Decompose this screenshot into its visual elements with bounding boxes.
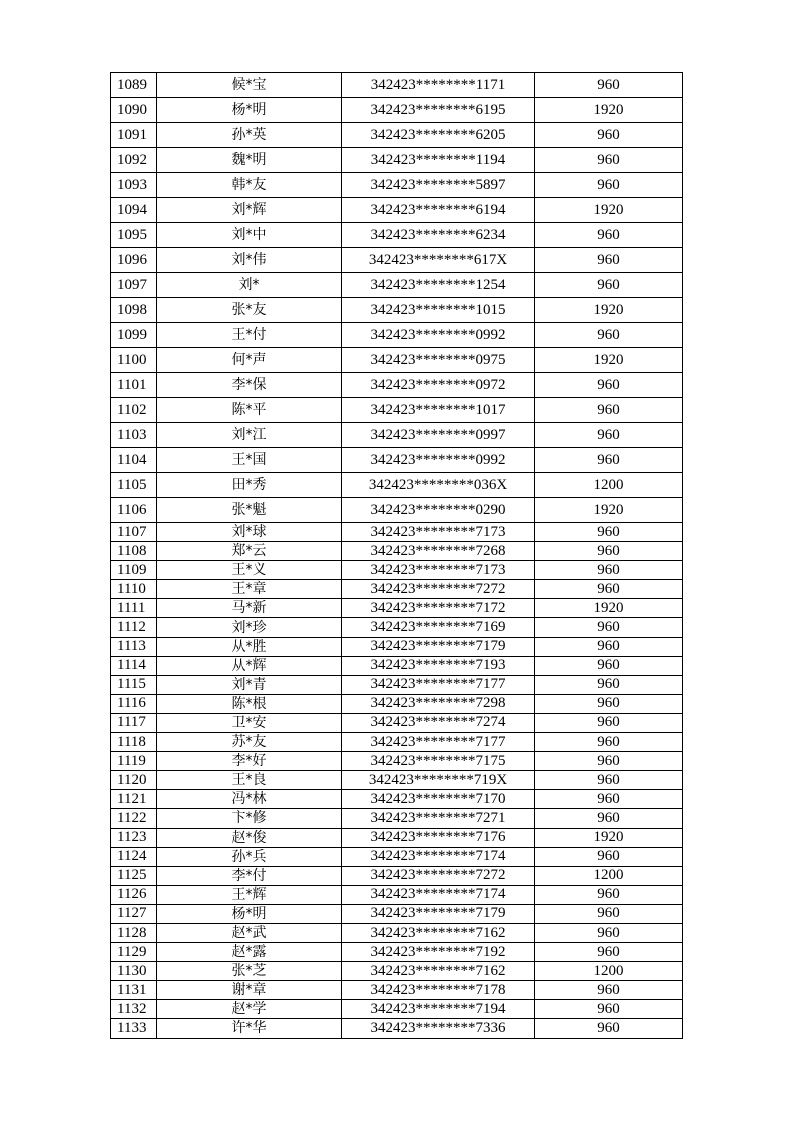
- person-name-cell: 刘*球: [157, 523, 342, 542]
- id-number-cell: 342423********036X: [342, 473, 535, 498]
- amount-cell: 960: [535, 713, 683, 732]
- person-name-cell: 李*好: [157, 752, 342, 771]
- id-number-cell: 342423********6234: [342, 223, 535, 248]
- table-row: [111, 828, 683, 847]
- id-number-cell: 342423********0290: [342, 498, 535, 523]
- id-number-cell: 342423********7298: [342, 694, 535, 713]
- amount-cell: 960: [535, 943, 683, 962]
- amount-cell: 960: [535, 656, 683, 675]
- person-name-cell: 王*章: [157, 580, 342, 599]
- id-number-cell: 342423********7162: [342, 923, 535, 942]
- id-number-cell: 342423********7336: [342, 1019, 535, 1038]
- id-number-cell: 342423********7172: [342, 599, 535, 618]
- row-number-cell: 1125: [111, 866, 157, 885]
- amount-cell: 960: [535, 752, 683, 771]
- id-number-cell: 342423********7272: [342, 866, 535, 885]
- amount-cell: 960: [535, 809, 683, 828]
- row-number-cell: 1106: [111, 498, 157, 523]
- amount-cell: 960: [535, 448, 683, 473]
- id-number-cell: 342423********1015: [342, 298, 535, 323]
- row-number-cell: 1104: [111, 448, 157, 473]
- id-number-cell: 342423********7194: [342, 1000, 535, 1019]
- person-name-cell: 孙*英: [157, 123, 342, 148]
- id-number-cell: 342423********1171: [342, 73, 535, 98]
- amount-cell: 960: [535, 248, 683, 273]
- roster-body: [111, 73, 683, 1039]
- row-number-cell: 1126: [111, 885, 157, 904]
- row-number-cell: 1120: [111, 771, 157, 790]
- id-number-cell: 342423********0992: [342, 448, 535, 473]
- row-number-cell: 1121: [111, 790, 157, 809]
- row-number-cell: 1133: [111, 1019, 157, 1038]
- amount-cell: 960: [535, 675, 683, 694]
- row-number-cell: 1131: [111, 981, 157, 1000]
- table-row: [111, 923, 683, 942]
- id-number-cell: 342423********7268: [342, 542, 535, 561]
- table-row: [111, 981, 683, 1000]
- amount-cell: 1200: [535, 962, 683, 981]
- table-row: [111, 173, 683, 198]
- table-row: [111, 1019, 683, 1038]
- row-number-cell: 1118: [111, 733, 157, 752]
- amount-cell: 960: [535, 423, 683, 448]
- person-name-cell: 王*辉: [157, 885, 342, 904]
- person-name-cell: 苏*友: [157, 733, 342, 752]
- amount-cell: 960: [535, 1000, 683, 1019]
- person-name-cell: 王*付: [157, 323, 342, 348]
- amount-cell: 1920: [535, 599, 683, 618]
- table-row: [111, 962, 683, 981]
- table-row: [111, 148, 683, 173]
- table-row: [111, 348, 683, 373]
- id-number-cell: 342423********7193: [342, 656, 535, 675]
- row-number-cell: 1101: [111, 373, 157, 398]
- person-name-cell: 赵*学: [157, 1000, 342, 1019]
- table-row: [111, 580, 683, 599]
- row-number-cell: 1112: [111, 618, 157, 637]
- id-number-cell: 342423********7176: [342, 828, 535, 847]
- person-name-cell: 魏*明: [157, 148, 342, 173]
- row-number-cell: 1115: [111, 675, 157, 694]
- person-name-cell: 卞*修: [157, 809, 342, 828]
- row-number-cell: 1124: [111, 847, 157, 866]
- person-name-cell: 张*魁: [157, 498, 342, 523]
- amount-cell: 1920: [535, 498, 683, 523]
- amount-cell: 960: [535, 523, 683, 542]
- amount-cell: 960: [535, 580, 683, 599]
- table-row: [111, 847, 683, 866]
- row-number-cell: 1119: [111, 752, 157, 771]
- person-name-cell: 陈*根: [157, 694, 342, 713]
- amount-cell: 960: [535, 373, 683, 398]
- table-row: [111, 733, 683, 752]
- table-row: [111, 599, 683, 618]
- amount-cell: 1200: [535, 866, 683, 885]
- id-number-cell: 342423********7271: [342, 809, 535, 828]
- amount-cell: 960: [535, 323, 683, 348]
- person-name-cell: 候*宝: [157, 73, 342, 98]
- person-name-cell: 王*义: [157, 561, 342, 580]
- amount-cell: 960: [535, 273, 683, 298]
- table-row: [111, 713, 683, 732]
- row-number-cell: 1092: [111, 148, 157, 173]
- person-name-cell: 陈*平: [157, 398, 342, 423]
- row-number-cell: 1097: [111, 273, 157, 298]
- amount-cell: 1920: [535, 828, 683, 847]
- amount-cell: 960: [535, 123, 683, 148]
- id-number-cell: 342423********7177: [342, 733, 535, 752]
- row-number-cell: 1102: [111, 398, 157, 423]
- table-row: [111, 248, 683, 273]
- amount-cell: 960: [535, 1019, 683, 1038]
- amount-cell: 960: [535, 771, 683, 790]
- amount-cell: 960: [535, 542, 683, 561]
- table-row: [111, 73, 683, 98]
- amount-cell: 960: [535, 790, 683, 809]
- amount-cell: 960: [535, 847, 683, 866]
- amount-cell: 960: [535, 398, 683, 423]
- row-number-cell: 1095: [111, 223, 157, 248]
- id-number-cell: 342423********7174: [342, 847, 535, 866]
- table-row: [111, 675, 683, 694]
- amount-cell: 1200: [535, 473, 683, 498]
- row-number-cell: 1090: [111, 98, 157, 123]
- id-number-cell: 342423********7162: [342, 962, 535, 981]
- id-number-cell: 342423********7179: [342, 904, 535, 923]
- person-name-cell: 刘*江: [157, 423, 342, 448]
- table-row: [111, 885, 683, 904]
- table-row: [111, 637, 683, 656]
- table-row: [111, 752, 683, 771]
- table-row: [111, 771, 683, 790]
- row-number-cell: 1089: [111, 73, 157, 98]
- table-row: [111, 373, 683, 398]
- person-name-cell: 韩*友: [157, 173, 342, 198]
- row-number-cell: 1110: [111, 580, 157, 599]
- amount-cell: 1920: [535, 348, 683, 373]
- table-row: [111, 98, 683, 123]
- id-number-cell: 342423********7274: [342, 713, 535, 732]
- person-name-cell: 马*新: [157, 599, 342, 618]
- id-number-cell: 342423********1017: [342, 398, 535, 423]
- table-row: [111, 694, 683, 713]
- table-row: [111, 398, 683, 423]
- person-name-cell: 王*国: [157, 448, 342, 473]
- id-number-cell: 342423********7178: [342, 981, 535, 1000]
- row-number-cell: 1109: [111, 561, 157, 580]
- person-name-cell: 张*友: [157, 298, 342, 323]
- amount-cell: 960: [535, 173, 683, 198]
- amount-cell: 960: [535, 148, 683, 173]
- table-row: [111, 473, 683, 498]
- amount-cell: 1920: [535, 298, 683, 323]
- person-name-cell: 孙*兵: [157, 847, 342, 866]
- table-row: [111, 656, 683, 675]
- id-number-cell: 342423********7272: [342, 580, 535, 599]
- row-number-cell: 1099: [111, 323, 157, 348]
- person-name-cell: 张*芝: [157, 962, 342, 981]
- row-number-cell: 1094: [111, 198, 157, 223]
- person-name-cell: 刘*中: [157, 223, 342, 248]
- amount-cell: 960: [535, 981, 683, 1000]
- amount-cell: 960: [535, 885, 683, 904]
- amount-cell: 960: [535, 618, 683, 637]
- row-number-cell: 1100: [111, 348, 157, 373]
- row-number-cell: 1105: [111, 473, 157, 498]
- amount-cell: 960: [535, 73, 683, 98]
- row-number-cell: 1116: [111, 694, 157, 713]
- id-number-cell: 342423********7177: [342, 675, 535, 694]
- row-number-cell: 1123: [111, 828, 157, 847]
- amount-cell: 960: [535, 694, 683, 713]
- row-number-cell: 1117: [111, 713, 157, 732]
- row-number-cell: 1096: [111, 248, 157, 273]
- amount-cell: 1920: [535, 198, 683, 223]
- person-name-cell: 刘*辉: [157, 198, 342, 223]
- amount-cell: 960: [535, 904, 683, 923]
- table-row: [111, 561, 683, 580]
- person-name-cell: 许*华: [157, 1019, 342, 1038]
- row-number-cell: 1130: [111, 962, 157, 981]
- table-row: [111, 498, 683, 523]
- table-row: [111, 198, 683, 223]
- table-row: [111, 223, 683, 248]
- person-name-cell: 郑*云: [157, 542, 342, 561]
- row-number-cell: 1093: [111, 173, 157, 198]
- id-number-cell: 342423********1194: [342, 148, 535, 173]
- table-row: [111, 1000, 683, 1019]
- id-number-cell: 342423********7169: [342, 618, 535, 637]
- id-number-cell: 342423********6205: [342, 123, 535, 148]
- table-row: [111, 790, 683, 809]
- id-number-cell: 342423********7175: [342, 752, 535, 771]
- row-number-cell: 1127: [111, 904, 157, 923]
- row-number-cell: 1122: [111, 809, 157, 828]
- person-name-cell: 刘*伟: [157, 248, 342, 273]
- id-number-cell: 342423********0992: [342, 323, 535, 348]
- row-number-cell: 1114: [111, 656, 157, 675]
- id-number-cell: 342423********7173: [342, 523, 535, 542]
- id-number-cell: 342423********0975: [342, 348, 535, 373]
- person-name-cell: 王*良: [157, 771, 342, 790]
- table-row: [111, 618, 683, 637]
- table-row: [111, 298, 683, 323]
- id-number-cell: 342423********5897: [342, 173, 535, 198]
- id-number-cell: 342423********0997: [342, 423, 535, 448]
- row-number-cell: 1132: [111, 1000, 157, 1019]
- row-number-cell: 1107: [111, 523, 157, 542]
- amount-cell: 960: [535, 733, 683, 752]
- row-number-cell: 1113: [111, 637, 157, 656]
- table-row: [111, 943, 683, 962]
- person-name-cell: 杨*明: [157, 98, 342, 123]
- id-number-cell: 342423********0972: [342, 373, 535, 398]
- row-number-cell: 1098: [111, 298, 157, 323]
- row-number-cell: 1103: [111, 423, 157, 448]
- row-number-cell: 1111: [111, 599, 157, 618]
- table-row: [111, 123, 683, 148]
- amount-cell: 960: [535, 223, 683, 248]
- person-name-cell: 杨*明: [157, 904, 342, 923]
- table-row: [111, 448, 683, 473]
- id-number-cell: 342423********617X: [342, 248, 535, 273]
- table-row: [111, 423, 683, 448]
- id-number-cell: 342423********719X: [342, 771, 535, 790]
- person-name-cell: 赵*露: [157, 943, 342, 962]
- amount-cell: 1920: [535, 98, 683, 123]
- amount-cell: 960: [535, 923, 683, 942]
- person-name-cell: 刘*青: [157, 675, 342, 694]
- person-name-cell: 刘*: [157, 273, 342, 298]
- table-row: [111, 542, 683, 561]
- id-number-cell: 342423********6194: [342, 198, 535, 223]
- person-name-cell: 赵*武: [157, 923, 342, 942]
- row-number-cell: 1108: [111, 542, 157, 561]
- table-row: [111, 323, 683, 348]
- id-number-cell: 342423********7173: [342, 561, 535, 580]
- table-row: [111, 523, 683, 542]
- table-row: [111, 273, 683, 298]
- amount-cell: 960: [535, 561, 683, 580]
- id-number-cell: 342423********7192: [342, 943, 535, 962]
- person-name-cell: 从*胜: [157, 637, 342, 656]
- person-name-cell: 田*秀: [157, 473, 342, 498]
- person-name-cell: 刘*珍: [157, 618, 342, 637]
- person-name-cell: 李*付: [157, 866, 342, 885]
- person-name-cell: 卫*安: [157, 713, 342, 732]
- person-name-cell: 赵*俊: [157, 828, 342, 847]
- id-number-cell: 342423********7170: [342, 790, 535, 809]
- row-number-cell: 1129: [111, 943, 157, 962]
- table-row: [111, 866, 683, 885]
- person-name-cell: 从*辉: [157, 656, 342, 675]
- table-row: [111, 904, 683, 923]
- id-number-cell: 342423********7174: [342, 885, 535, 904]
- amount-cell: 960: [535, 637, 683, 656]
- roster-table: [110, 72, 683, 1039]
- row-number-cell: 1091: [111, 123, 157, 148]
- id-number-cell: 342423********1254: [342, 273, 535, 298]
- table-row: [111, 809, 683, 828]
- row-number-cell: 1128: [111, 923, 157, 942]
- person-name-cell: 谢*章: [157, 981, 342, 1000]
- person-name-cell: 冯*林: [157, 790, 342, 809]
- id-number-cell: 342423********7179: [342, 637, 535, 656]
- id-number-cell: 342423********6195: [342, 98, 535, 123]
- person-name-cell: 何*声: [157, 348, 342, 373]
- person-name-cell: 李*保: [157, 373, 342, 398]
